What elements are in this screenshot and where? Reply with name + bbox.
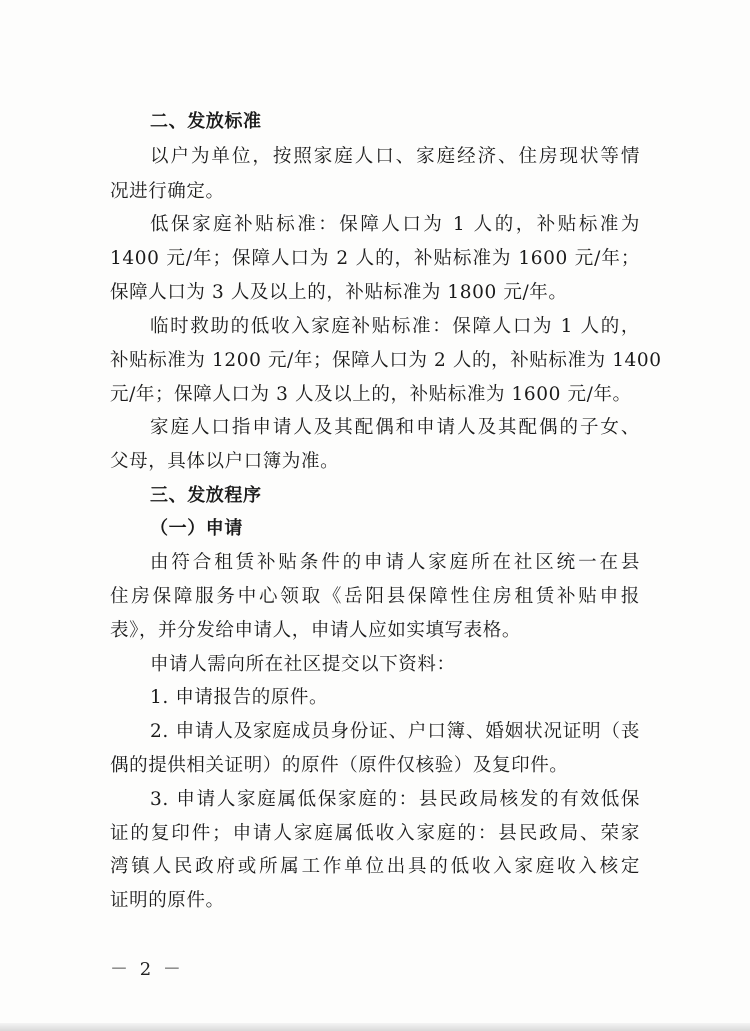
page-number: － 2 － <box>110 959 184 980</box>
paragraph-line: 由符合租赁补贴条件的申请人家庭所在社区统一在县 <box>150 552 640 573</box>
paragraph-line: 证明的原件。 <box>110 890 225 911</box>
paragraph-line: 1400 元/年；保障人口为 2 人的，补贴标准为 1600 元/年； <box>110 248 640 269</box>
page-bottom-edge <box>0 1023 750 1031</box>
paragraph-line: 家庭人口指申请人及其配偶和申请人及其配偶的子女、 <box>150 417 640 438</box>
paragraph-line: 保障人口为 3 人及以上的，补贴标准为 1800 元/年。 <box>110 282 568 303</box>
paragraph-line: 湾镇人民政府或所属工作单位出具的低收入家庭收入核定 <box>110 856 640 877</box>
paragraph-line: 证的复印件；申请人家庭属低收入家庭的：县民政局、荣家 <box>110 823 640 844</box>
paragraph-line: 况进行确定。 <box>110 181 225 202</box>
section-heading-issuance-procedure: 三、发放程序 <box>150 485 262 506</box>
subsection-heading-application: （一）申请 <box>150 518 243 539</box>
paragraph-line: 住房保障服务中心领取《岳阳县保障性住房租赁补贴申报 <box>110 586 640 607</box>
list-item-3: 3. 申请人家庭属低保家庭的：县民政局核发的有效低保 <box>150 789 640 810</box>
paragraph-line: 以户为单位，按照家庭人口、家庭经济、住房现状等情 <box>150 146 640 167</box>
paragraph-line: 临时救助的低收入家庭补贴标准：保障人口为 1 人的， <box>150 316 640 337</box>
list-item-1: 1. 申请报告的原件。 <box>150 687 329 708</box>
paragraph-line: 低保家庭补贴标准：保障人口为 1 人的，补贴标准为 <box>150 214 640 235</box>
paragraph-line: 补贴标准为 1200 元/年；保障人口为 2 人的，补贴标准为 1400 <box>110 350 662 371</box>
list-item-2: 2. 申请人及家庭成员身份证、户口簿、婚姻状况证明（丧 <box>150 721 640 742</box>
paragraph-line: 申请人需向所在社区提交以下资料： <box>150 654 456 675</box>
section-heading-issuance-standard: 二、发放标准 <box>150 111 262 132</box>
paragraph-line: 表》，并分发给申请人，申请人应如实填写表格。 <box>110 620 521 641</box>
paragraph-line: 元/年；保障人口为 3 人及以上的，补贴标准为 1600 元/年。 <box>110 384 632 405</box>
paragraph-line: 偶的提供相关证明）的原件（原件仅核验）及复印件。 <box>110 755 569 776</box>
paragraph-line: 父母，具体以户口簿为准。 <box>110 451 340 472</box>
